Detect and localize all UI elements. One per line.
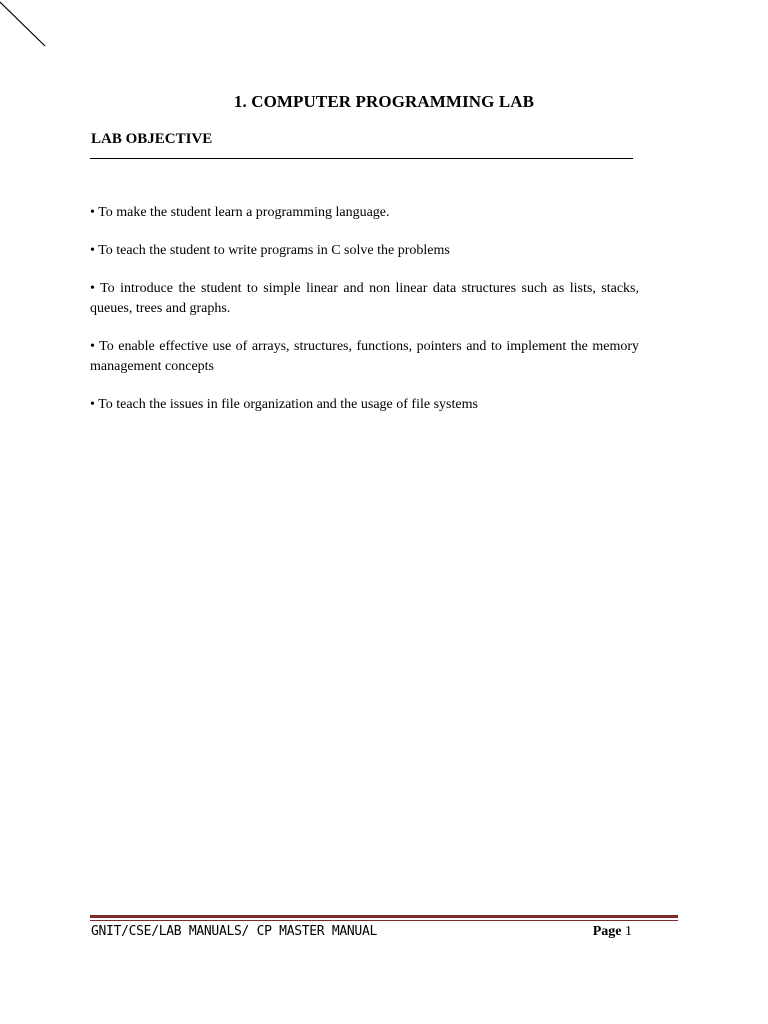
footer-page-number	[593, 924, 632, 940]
objective-item: • To teach the student to write programs in C solve the problems	[90, 243, 450, 258]
objective-item: • To introduce the student to simple linear and non linear data structures such as lists, stacks, queues, trees and graphs.	[90, 281, 639, 316]
corner-crop-mark	[0, 0, 50, 50]
objective-item: • To make the student learn a programming language.	[90, 205, 390, 220]
footer-document-path: GNIT/CSE/LAB MANUALS/ CP MASTER MANUAL	[91, 924, 378, 939]
footer-divider	[90, 915, 678, 918]
objectives-list	[90, 203, 639, 433]
section-divider	[90, 158, 633, 159]
page-number: 1	[625, 924, 632, 939]
page-title: 1. COMPUTER PROGRAMMING LAB	[233, 92, 535, 111]
objective-item: • To enable effective use of arrays, structures, functions, pointers and to implement the memory management concepts	[90, 339, 639, 374]
footer-divider-thin	[90, 920, 678, 921]
page-label: Page	[592, 924, 622, 939]
section-heading: LAB OBJECTIVE	[91, 131, 213, 147]
objective-item: • To teach the issues in file organization and the usage of file systems	[90, 397, 478, 412]
